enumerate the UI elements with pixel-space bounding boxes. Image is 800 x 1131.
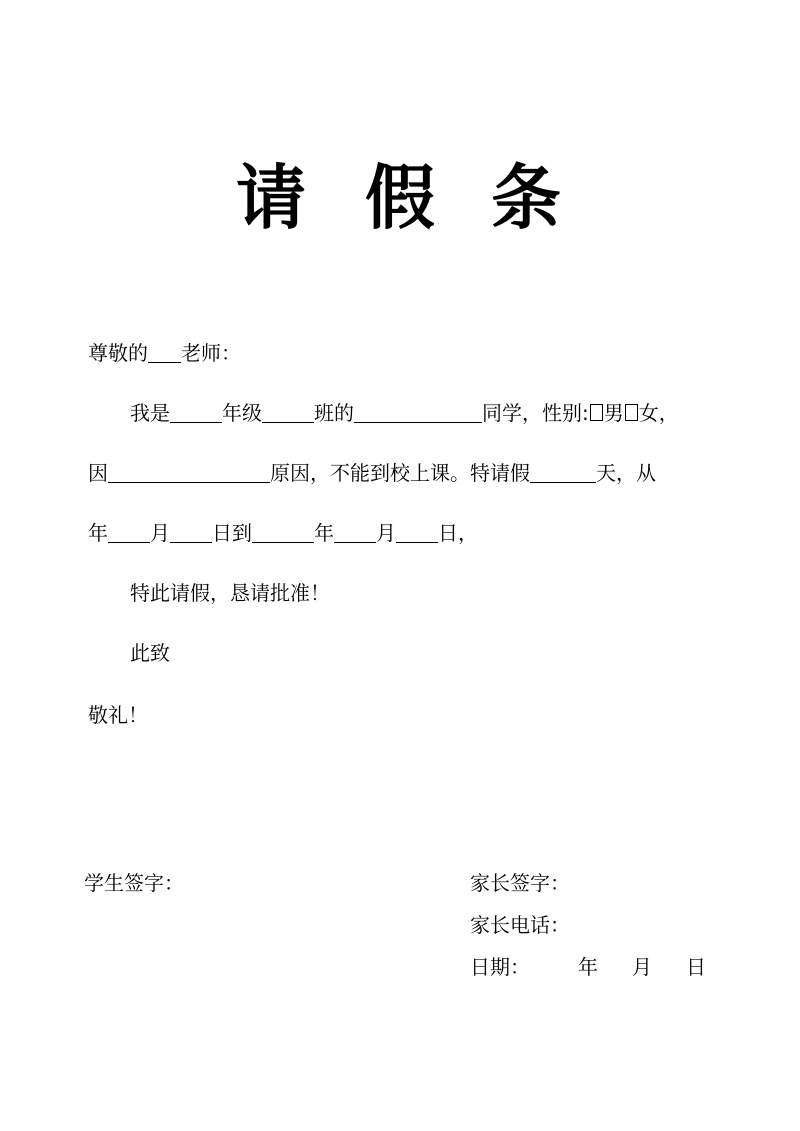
text-year-1: 年 [88,521,108,545]
text-i-am: 我是 [130,401,170,425]
text-grade: 年级 [222,401,262,425]
text-gender-label: 同学，性别: [482,401,589,425]
days-blank[interactable] [530,460,596,483]
document-title [0,158,800,238]
student-signature-label: 学生签字： [84,871,184,895]
start-month-blank[interactable] [108,520,150,543]
parent-signature-label: 家长签字： [470,871,570,895]
male-checkbox[interactable] [590,404,603,421]
title-char-3: 条 [491,157,561,239]
teacher-name-blank[interactable] [148,340,181,363]
end-year-blank[interactable] [252,520,314,543]
text-day-2: 日， [438,521,478,545]
text-month-1: 月 [150,521,170,545]
text-day-to: 日到 [212,521,252,545]
body-line-1 [130,398,679,428]
grade-blank[interactable] [170,400,222,423]
end-day-blank[interactable] [396,520,438,543]
salutation-suffix: 老师： [181,341,241,365]
student-name-blank[interactable] [354,400,482,423]
start-day-blank[interactable] [170,520,212,543]
text-days-from: 天，从 [596,461,656,485]
closing-line: 此致 [130,641,170,665]
date-month: 月 [632,955,652,979]
salutation-prefix: 尊敬的 [88,341,148,365]
text-male: 男 [603,401,624,425]
salutation [88,338,241,368]
parent-phone-label: 家长电话： [470,913,570,937]
title-char-1: 请 [236,157,306,239]
text-because: 因 [88,461,108,485]
text-year-2: 年 [314,521,334,545]
date-year: 年 [578,955,598,979]
reason-blank[interactable] [108,460,270,483]
text-class: 班的 [314,401,354,425]
text-female: 女， [638,401,679,425]
female-checkbox[interactable] [625,404,638,421]
end-month-blank[interactable] [334,520,376,543]
body-line-2 [88,458,656,488]
regards-line: 敬礼！ [88,703,148,727]
title-char-2: 假 [365,157,435,239]
text-reason-request: 原因，不能到校上课。特请假 [270,461,530,485]
request-line: 特此请假，恳请批准！ [130,581,330,605]
class-blank[interactable] [262,400,314,423]
body-line-3 [88,518,478,548]
text-month-2: 月 [376,521,396,545]
date-label: 日期： [470,955,530,979]
date-day: 日 [686,955,706,979]
